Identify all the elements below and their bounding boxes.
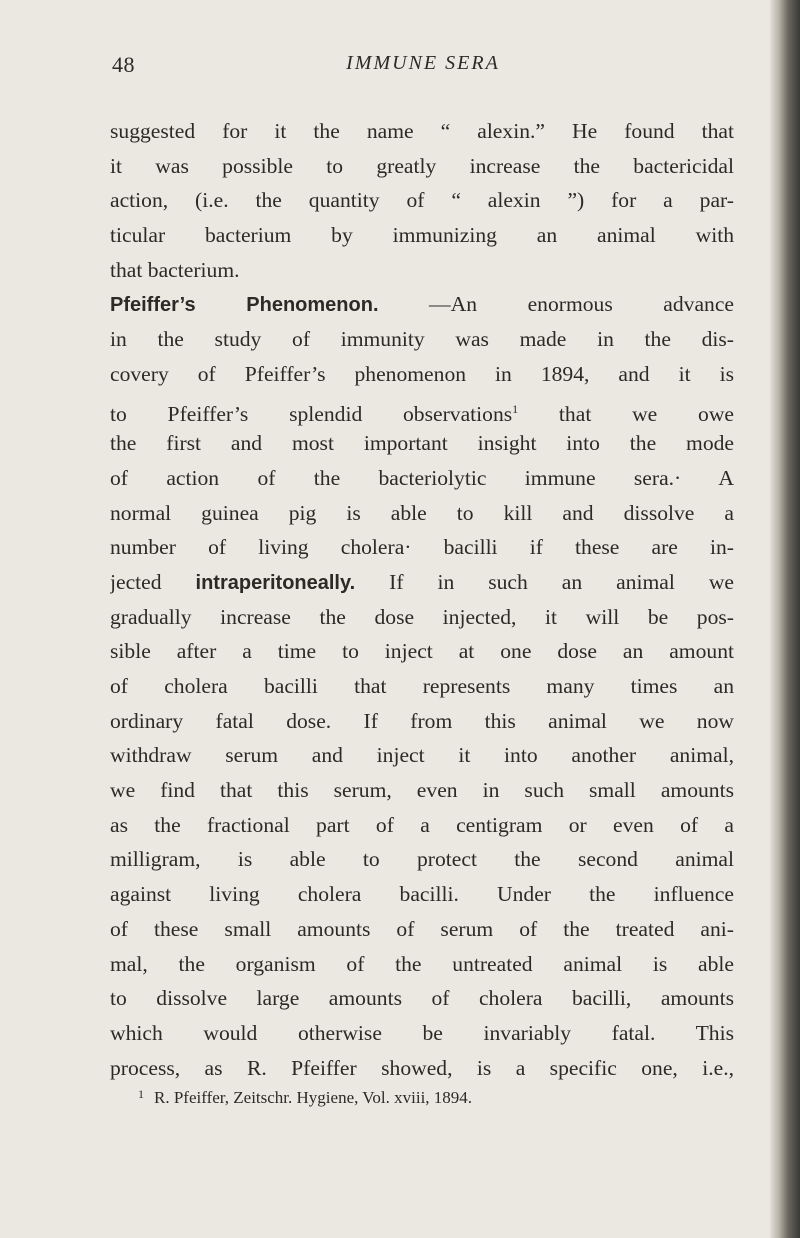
text-line: milligram, is able to protect the second animal bbox=[110, 847, 734, 872]
body-text bbox=[110, 114, 734, 1085]
text-line: which would otherwise be invariably fatal. This bbox=[110, 1020, 734, 1045]
text-line: gradually increase the dose injected, it will be pos- bbox=[110, 604, 734, 629]
text-line: in the study of immunity was made in the dis- bbox=[110, 327, 734, 352]
text-segment: If in such an animal we bbox=[355, 569, 734, 594]
bold-term: intraperitoneally. bbox=[195, 571, 356, 594]
running-head: IMMUNE SERA bbox=[346, 52, 500, 74]
text-line: number of living cholera· bacilli if these are in- bbox=[110, 535, 734, 560]
text-line-with-bold bbox=[110, 565, 734, 600]
text-line: covery of Pfeiffer’s phenomenon in 1894, and it is bbox=[110, 361, 734, 386]
text-line: against living cholera bacilli. Under the influence bbox=[110, 882, 734, 907]
text-line: mal, the organism of the untreated animal is able bbox=[110, 951, 734, 976]
text-line: of cholera bacilli that represents many times an bbox=[110, 674, 734, 698]
footnote-reference: 1 bbox=[512, 401, 519, 416]
page-edge-shadow bbox=[770, 0, 800, 1238]
text-line: withdraw serum and inject it into another animal, bbox=[110, 743, 734, 768]
page-header bbox=[112, 52, 712, 92]
text-line: process, as R. Pfeiffer showed, is a specific one, i.e., bbox=[110, 1055, 734, 1080]
text-line: the first and most important insight into the mode bbox=[110, 431, 734, 456]
section-heading-line bbox=[110, 287, 734, 322]
text-segment: that we owe bbox=[518, 401, 734, 426]
text-line: that bacterium. bbox=[110, 257, 240, 282]
text-line: to dissolve large amounts of cholera bacilli, amounts bbox=[110, 986, 734, 1011]
text-line: as the fractional part of a centigram or even of a bbox=[110, 812, 734, 837]
footnote bbox=[138, 1082, 738, 1110]
text-line: ticular bacterium by immunizing an animal with bbox=[110, 223, 734, 248]
text-segment: to Pfeiffer’s splendid observations bbox=[110, 401, 513, 426]
text-line-with-footnote bbox=[110, 392, 734, 427]
section-heading: Pfeiffer’s Phenomenon. bbox=[110, 294, 379, 317]
text-line: of action of the bacteriolytic immune sera.· A bbox=[110, 465, 734, 490]
text-line: we find that this serum, even in such small amounts bbox=[110, 778, 734, 803]
footnote-text: R. Pfeiffer, Zeitschr. Hygiene, Vol. xviii, 1894. bbox=[154, 1088, 473, 1107]
text-line: sible after a time to inject at one dose an amount bbox=[110, 639, 734, 664]
text-line: of these small amounts of serum of the treated ani- bbox=[110, 916, 734, 941]
text-line: normal guinea pig is able to kill and dissolve a bbox=[110, 500, 734, 525]
footnote-number: 1 bbox=[138, 1087, 144, 1101]
text-line: ordinary fatal dose. If from this animal we now bbox=[110, 708, 734, 733]
heading-continuation: —An enormous advance bbox=[378, 292, 734, 317]
text-line: action, (i.e. the quantity of “ alexin ”) for a par- bbox=[110, 188, 734, 213]
text-segment: jected bbox=[110, 569, 196, 594]
text-line: it was possible to greatly increase the bactericidal bbox=[110, 153, 734, 178]
text-line: suggested for it the name “ alexin.” He found that bbox=[110, 119, 734, 143]
page-number: 48 bbox=[112, 52, 135, 77]
